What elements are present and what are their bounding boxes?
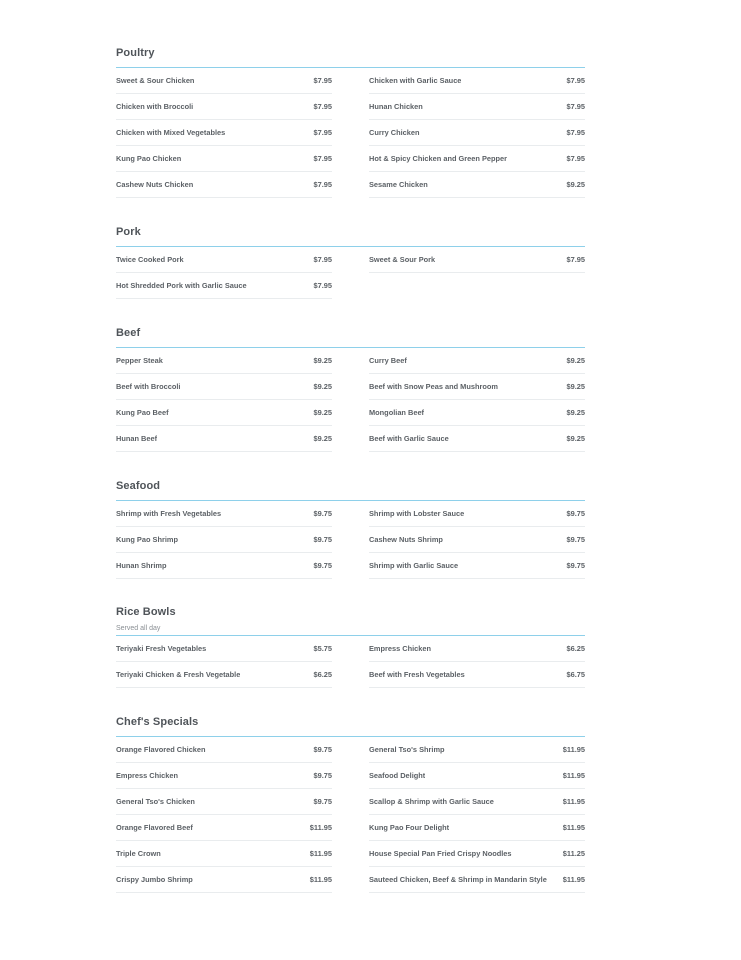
menu-item [116, 400, 332, 426]
menu-column-right [369, 68, 585, 198]
menu-item-price: $11.95 [309, 875, 332, 884]
section-title: Chef's Specials [116, 716, 199, 728]
menu-column-right [369, 501, 585, 579]
menu-item-price: $9.75 [566, 535, 585, 544]
menu-item-name: Sweet & Sour Chicken [116, 76, 195, 85]
menu-item-name: Beef with Snow Peas and Mushroom [369, 382, 498, 391]
menu-item-name: Seafood Delight [369, 771, 426, 780]
menu-item-name: Chicken with Garlic Sauce [369, 76, 462, 85]
menu-item [369, 636, 585, 662]
menu-item-name: Curry Beef [369, 356, 407, 365]
menu-item [116, 120, 332, 146]
menu-grid [116, 348, 585, 452]
section-beef [116, 326, 585, 452]
menu-item-name: Hunan Beef [116, 434, 158, 443]
menu-item-price: $6.25 [566, 644, 585, 653]
menu-item-price: $11.25 [562, 849, 585, 858]
menu-item [116, 867, 332, 893]
menu-item-price: $11.95 [562, 771, 585, 780]
menu-item [369, 841, 585, 867]
menu-item-name: Cashew Nuts Shrimp [369, 535, 443, 544]
menu-item [369, 662, 585, 688]
menu-item [369, 527, 585, 553]
menu-item-name: Beef with Garlic Sauce [369, 434, 449, 443]
menu-item-price: $7.95 [566, 102, 585, 111]
menu-item-name: Sesame Chicken [369, 180, 428, 189]
menu-column-right [369, 348, 585, 452]
menu-item-price: $5.75 [313, 644, 332, 653]
menu-item-price: $9.25 [313, 408, 332, 417]
menu-item-price: $11.95 [309, 823, 332, 832]
menu-column-left [116, 501, 332, 579]
section-title: Seafood [116, 480, 161, 492]
menu-item [369, 501, 585, 527]
menu-item-price: $9.25 [566, 356, 585, 365]
menu-item-price: $9.75 [313, 771, 332, 780]
menu-item [369, 348, 585, 374]
menu-item [116, 146, 332, 172]
menu-item-name: Empress Chicken [369, 644, 432, 653]
menu-item-name: Mongolian Beef [369, 408, 425, 417]
menu-item-price: $6.25 [313, 670, 332, 679]
menu [116, 46, 585, 893]
menu-item-price: $7.95 [313, 255, 332, 264]
menu-item [116, 763, 332, 789]
menu-item [116, 94, 332, 120]
menu-item-name: Crispy Jumbo Shrimp [116, 875, 193, 884]
section-subtitle: Served all day [116, 625, 161, 632]
menu-column-left [116, 68, 332, 198]
menu-item [116, 374, 332, 400]
menu-item-price: $11.95 [562, 745, 585, 754]
section-title: Pork [116, 226, 141, 238]
menu-item-name: Hot Shredded Pork with Garlic Sauce [116, 281, 247, 290]
menu-item-price: $7.95 [313, 76, 332, 85]
menu-item-name: Pepper Steak [116, 356, 163, 365]
menu-item-name: General Tso's Shrimp [369, 745, 445, 754]
menu-column-right [369, 247, 585, 299]
menu-item-price: $9.25 [313, 356, 332, 365]
menu-item [116, 348, 332, 374]
menu-item [116, 636, 332, 662]
menu-item-price: $7.95 [566, 255, 585, 264]
menu-item-name: Kung Pao Four Delight [369, 823, 450, 832]
menu-item [369, 172, 585, 198]
menu-item-price: $9.75 [566, 509, 585, 518]
menu-item-price: $9.25 [566, 434, 585, 443]
menu-item-name: Empress Chicken [116, 771, 179, 780]
menu-item [369, 146, 585, 172]
menu-item-price: $11.95 [562, 875, 585, 884]
menu-item-name: Kung Pao Beef [116, 408, 169, 417]
menu-column-left [116, 247, 332, 299]
menu-item [116, 426, 332, 452]
menu-item [369, 763, 585, 789]
menu-item-price: $7.95 [566, 128, 585, 137]
menu-grid [116, 247, 585, 299]
section-rice-bowls [116, 605, 585, 688]
menu-item-price: $7.95 [313, 281, 332, 290]
menu-item-name: Hunan Chicken [369, 102, 423, 111]
menu-item-price: $7.95 [313, 180, 332, 189]
menu-column-left [116, 348, 332, 452]
menu-item-price: $7.95 [313, 154, 332, 163]
menu-item-name: Curry Chicken [369, 128, 420, 137]
section-title: Beef [116, 327, 141, 339]
section-chefs-specials [116, 715, 585, 893]
menu-item [369, 68, 585, 94]
section-pork [116, 225, 585, 299]
menu-item-name: Teriyaki Fresh Vegetables [116, 644, 207, 653]
menu-item-name: Beef with Fresh Vegetables [369, 670, 465, 679]
menu-item-price: $9.75 [313, 561, 332, 570]
menu-item [116, 737, 332, 763]
menu-item-name: Beef with Broccoli [116, 382, 181, 391]
menu-item-price: $9.25 [566, 408, 585, 417]
menu-item [369, 737, 585, 763]
menu-item-price: $11.95 [562, 797, 585, 806]
menu-grid [116, 501, 585, 579]
menu-item-name: Orange Flavored Beef [116, 823, 193, 832]
menu-item [369, 789, 585, 815]
menu-item [116, 68, 332, 94]
menu-item [369, 867, 585, 893]
menu-item-price: $7.95 [566, 76, 585, 85]
menu-column-right [369, 636, 585, 688]
section-title: Poultry [116, 47, 155, 59]
menu-item-name: Kung Pao Chicken [116, 154, 182, 163]
menu-item-price: $11.95 [562, 823, 585, 832]
section-title: Rice Bowls [116, 606, 176, 618]
menu-item [116, 527, 332, 553]
menu-item-price: $9.75 [566, 561, 585, 570]
menu-column-left [116, 737, 332, 893]
menu-item [369, 553, 585, 579]
menu-item-name: Triple Crown [116, 849, 161, 858]
menu-item-price: $6.75 [566, 670, 585, 679]
menu-item-name: Orange Flavored Chicken [116, 745, 206, 754]
menu-item-price: $7.95 [566, 154, 585, 163]
section-poultry [116, 46, 585, 198]
menu-item [369, 400, 585, 426]
menu-item [369, 120, 585, 146]
menu-item [116, 273, 332, 299]
menu-item-name: Twice Cooked Pork [116, 255, 184, 264]
menu-item-name: Scallop & Shrimp with Garlic Sauce [369, 797, 494, 806]
menu-item-name: Shrimp with Garlic Sauce [369, 561, 459, 570]
menu-grid [116, 737, 585, 893]
menu-item [369, 426, 585, 452]
menu-item-name: Cashew Nuts Chicken [116, 180, 194, 189]
menu-item-price: $9.25 [566, 382, 585, 391]
menu-item-name: Chicken with Broccoli [116, 102, 194, 111]
menu-item-price: $7.95 [313, 128, 332, 137]
menu-item-name: Shrimp with Lobster Sauce [369, 509, 465, 518]
menu-item [116, 247, 332, 273]
menu-item-price: $9.75 [313, 745, 332, 754]
menu-item-name: Kung Pao Shrimp [116, 535, 179, 544]
menu-item-price: $9.75 [313, 535, 332, 544]
menu-item-name: Sweet & Sour Pork [369, 255, 436, 264]
menu-column-right [369, 737, 585, 893]
menu-item [369, 815, 585, 841]
menu-item-name: Sauteed Chicken, Beef & Shrimp in Mandarin Style [369, 875, 547, 884]
menu-item [116, 841, 332, 867]
menu-item [116, 815, 332, 841]
menu-item-price: $11.95 [309, 849, 332, 858]
menu-item [369, 374, 585, 400]
menu-item-name: General Tso's Chicken [116, 797, 195, 806]
menu-item [369, 247, 585, 273]
menu-item-name: Chicken with Mixed Vegetables [116, 128, 226, 137]
menu-item-price: $9.25 [566, 180, 585, 189]
menu-item-name: House Special Pan Fried Crispy Noodles [369, 849, 512, 858]
menu-item-name: Shrimp with Fresh Vegetables [116, 509, 222, 518]
menu-item [116, 789, 332, 815]
menu-item-price: $9.75 [313, 509, 332, 518]
menu-item [116, 501, 332, 527]
menu-column-left [116, 636, 332, 688]
menu-item-price: $7.95 [313, 102, 332, 111]
menu-item-price: $9.75 [313, 797, 332, 806]
menu-item-name: Hot & Spicy Chicken and Green Pepper [369, 154, 507, 163]
section-seafood [116, 479, 585, 579]
menu-item-price: $9.25 [313, 434, 332, 443]
menu-item-price: $9.25 [313, 382, 332, 391]
menu-item [369, 94, 585, 120]
menu-item [116, 662, 332, 688]
menu-grid [116, 636, 585, 688]
menu-item [116, 553, 332, 579]
menu-item-name: Hunan Shrimp [116, 561, 167, 570]
menu-item-name: Teriyaki Chicken & Fresh Vegetable [116, 670, 241, 679]
menu-item [116, 172, 332, 198]
menu-grid [116, 68, 585, 198]
